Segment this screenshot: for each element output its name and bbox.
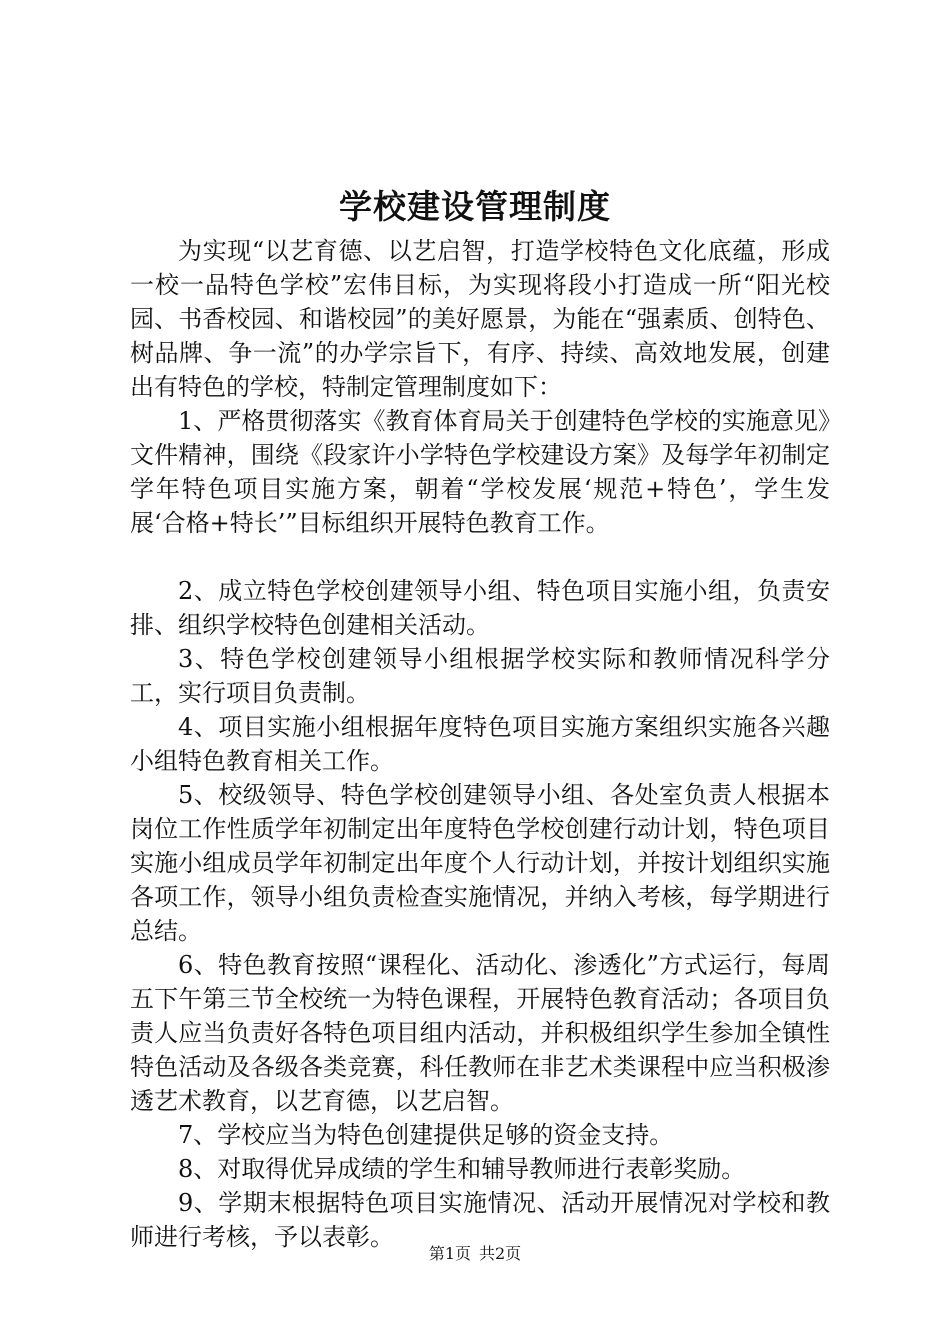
page-number: 第1页 [428,1244,471,1263]
item-paragraph-5: 5、校级领导、特色学校创建领导小组、各处室负责人根据本岗位工作性质学年初制定出年度特色学校创建行动计划，特色项目实施小组成员学年初制定出年度个人行动计划，并按计划组织实施各项工作，领导小组负责检查实施情况，并纳入考核，每学期进行总结。 [130,781,830,945]
item-paragraph-6: 6、特色教育按照“课程化、活动化、渗透化”方式运行，每周五下午第三节全校统一为特色课程，开展特色教育活动；各项目负责人应当负责好各特色项目组内活动，并积极组织学生参加全镇性特色活动及各级各类竞赛，科任教师在非艺术类课程中应当积极渗透艺术教育，以艺育德，以艺启智。 [130,951,830,1115]
item-paragraph-1: 1、严格贯彻落实《教育体育局关于创建特色学校的实施意见》文件精神，围绕《段家许小学特色学校建设方案》及每学年初制定学年特色项目实施方案，朝着“学校发展‘规范+特色’，学生发展‘合格+特长’”目标组织开展特色教育工作。 [130,407,830,537]
item-paragraph-7: 7、学校应当为特色创建提供足够的资金支持。 [178,1121,674,1149]
intro-paragraph: 为实现“以艺育德、以艺启智，打造学校特色文化底蕴，形成一校一品特色学校”宏伟目标，为实现将段小打造成一所“阳光校园、书香校园、和谐校园”的美好愿景，为能在“强素质、创特色、树品牌、争一流”的办学宗旨下，有序、持续、高效地发展，创建出有特色的学校，特制定管理制度如下： [130,237,830,401]
paragraph-gap [130,540,830,574]
item-paragraph-9: 9、学期末根据特色项目实施情况、活动开展情况对学校和教师进行考核，予以表彰。 [130,1189,830,1251]
document-body [130,234,830,1254]
document-title: 学校建设管理制度 [339,187,611,226]
item-paragraph-3: 3、特色学校创建领导小组根据学校实际和教师情况科学分工，实行项目负责制。 [130,645,830,707]
item-paragraph-4: 4、项目实施小组根据年度特色项目实施方案组织实施各兴趣小组特色教育相关工作。 [130,713,830,775]
page-total: 共2页 [479,1244,522,1263]
item-paragraph-8: 8、对取得优异成绩的学生和辅导教师进行表彰奖励。 [178,1155,746,1183]
page-footer [0,1243,950,1265]
item-paragraph-2: 2、成立特色学校创建领导小组、特色项目实施小组，负责安排、组织学校特色创建相关活动。 [130,577,830,639]
